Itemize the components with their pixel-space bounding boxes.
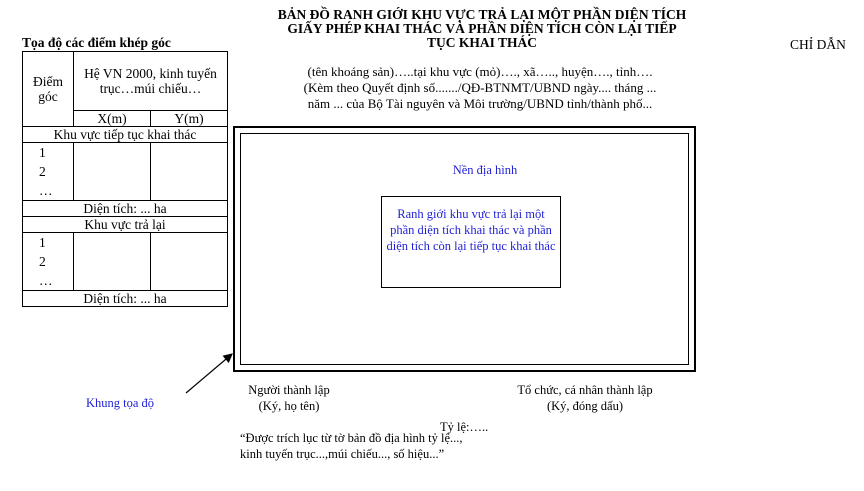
excerpt-line-2: kinh tuyến trục...,múi chiếu..., số hiệu...”: [240, 447, 445, 461]
organization-title: Tổ chức, cá nhân thành lập: [517, 383, 653, 397]
point-number: 1: [39, 235, 46, 250]
organization-note: (Ký, đóng dấu): [546, 399, 624, 413]
area-continue: Diện tích: ... ha: [23, 201, 228, 217]
point-number: 1: [39, 145, 46, 160]
point-number: 2: [39, 254, 46, 269]
creator-note: (Ký, họ tên): [258, 399, 320, 413]
frame-label: Khung tọa độ: [86, 396, 155, 410]
legend-heading: CHỈ DẪN: [790, 37, 846, 52]
section-continue-mining: Khu vực tiếp tục khai thác: [23, 127, 228, 143]
title-line-3: TỤC KHAI THÁC: [426, 35, 538, 50]
col-y-header: Y(m): [151, 111, 228, 127]
col-system-header: Hệ VN 2000, kinh tuyến trục…múi chiếu…: [74, 52, 228, 111]
point-number: …: [39, 183, 53, 198]
creator-signature: [244, 382, 334, 414]
terrain-label: Nền địa hình: [452, 163, 518, 177]
col-point-header: Điểm góc: [23, 52, 74, 127]
title-line-2: GIẤY PHÉP KHAI THÁC VÀ PHẦN DIỆN TÍCH CÒN LẠI TIẾP: [287, 21, 677, 36]
point-number: 2: [39, 164, 46, 179]
subtitle-line-1: (tên khoáng sản)…..tại khu vực (mỏ)…., xã….., huyện…., tỉnh….: [307, 64, 653, 79]
boundary-label: Ranh giới khu vực trả lại một phần diện tích khai thác và phần diện tích còn lại tiếp tục khai thác: [386, 207, 556, 253]
area-returned: Diện tích: ... ha: [23, 291, 228, 307]
section-returned: Khu vực trả lại: [23, 217, 228, 233]
map-scale: Tỷ lệ:…..: [440, 420, 489, 434]
coordinates-table-caption: Tọa độ các điểm khép góc: [22, 35, 171, 50]
excerpt-line-1: “Được trích lục từ tờ bản đồ địa hình tỷ lệ...,: [240, 431, 463, 445]
subtitle-line-2: (Kèm theo Quyết định số......./QĐ-BTNMT/UBND ngày.... tháng ...: [303, 80, 657, 95]
title-line-1: BẢN ĐỒ RANH GIỚI KHU VỰC TRẢ LẠI MỘT PHẦN DIỆN TÍCH: [277, 7, 687, 22]
col-x-header: X(m): [74, 111, 151, 127]
organization-signature: [500, 382, 670, 414]
excerpt-note: [240, 430, 540, 462]
point-number: …: [39, 273, 53, 288]
subtitle-line-3: năm ... của Bộ Tài nguyên và Môi trường/UBND tỉnh/thành phố...: [307, 96, 653, 111]
creator-title: Người thành lập: [248, 383, 330, 397]
